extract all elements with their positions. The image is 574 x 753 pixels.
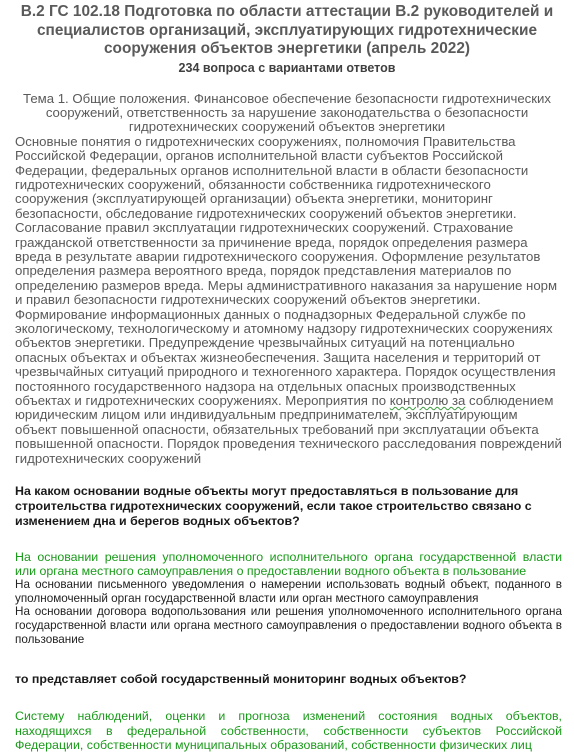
question-block-2	[15, 672, 562, 753]
document-subtitle: 234 вопроса с вариантами ответов	[178, 60, 396, 75]
question-text: На каком основании водные объекты могут предоставляться в пользование для строительства гидротехнических сооружений, если такое строительство связано с изменением дна и берегов водных объектов?	[15, 484, 532, 529]
topic-body	[15, 135, 562, 466]
correct-answer: Систему наблюдений, оценки и прогноза изменений состояния водных объектов, находящихся в федеральной собственности, собственности субъектов Российской Федерации, собственности муниципальных образований, собственности физических лиц	[15, 709, 562, 753]
document-title: В.2 ГС 102.18 Подготовка по области аттестации В.2 руководителей и специалистов организаций, эксплуатирующих гидротехнические сооружения объектов энергетики (апрель 2022)	[20, 3, 554, 57]
topic-body-text-2: соблюдением юридическим лицом или индивидуальным предпринимателем, эксплуатирующим объект повышенной опасности, обязательных требований при эксплуатации объекта повышенной опасности. Порядок проведения технического расследования повреждений гидротехнических сооружений	[15, 393, 562, 466]
question-text: то представляет собой государственный мониторинг водных объектов?	[15, 672, 467, 687]
topic-body-underlined: контролю за	[389, 393, 466, 409]
correct-answer: На основании решения уполномоченного исполнительного органа государственной власти или органа местного самоуправления о предоставлении водного объекта в пользование	[15, 550, 562, 578]
answer-option: На основании договора водопользования или решения уполномоченного исполнительного органа государственной власти или органа местного самоуправления о предоставлении водного объекта в пользование	[15, 605, 562, 646]
topic-heading: Тема 1. Общие положения. Финансовое обеспечение безопасности гидротехнических сооружений, ответственность за нарушение законодательства о безопасности гидротехнических сооружений объектов энергетики	[23, 90, 551, 135]
topic-body-text-1: Основные понятия о гидротехнических сооружениях, полномочия Правительства Российской Федерации, органов исполнительной власти субъектов Российской Федерации, федеральных органов исполнительной власти в области безопасности гидротехнических сооружений, обязанности собственника гидротехнического сооружения (эксплуатирующей организации) объекта энергетики, мониторинг безопасности, обследование гидротехнических сооружений объектов энергетики. Согласование правил эксплуатации гидротехнических сооружений. Страхование гражданской ответственности за причинение вреда, порядок определения размера вреда в результате аварии гидротехнического сооружения. Оформление результатов определения размера вероятного вреда, порядок представления материалов по определению размеров вреда. Меры административного наказания за нарушение норм и правил безопасности гидротехнических сооружений объектов энергетики. Формирование информационных данных о поднадзорных Федеральной службе по экологическому, технологическому и атомному надзору гидротехнических сооружениях объектов энергетики. Предупреждение чрезвычайных ситуаций на потенциально опасных объектах и объектах жизнеобеспечения. Защита населения и территорий от чрезвычайных ситуаций природного и техногенного характера. Порядок осуществления постоянного государственного надзора на отдельных опасных производственных объектах и гидротехнических сооружениях. Мероприятия по	[15, 133, 558, 409]
question-block-1	[15, 484, 562, 646]
answer-option: На основании письменного уведомления о намерении использовать водный объект, поданного в уполномоченный орган государственной власти или орган местного самоуправления	[15, 578, 562, 605]
